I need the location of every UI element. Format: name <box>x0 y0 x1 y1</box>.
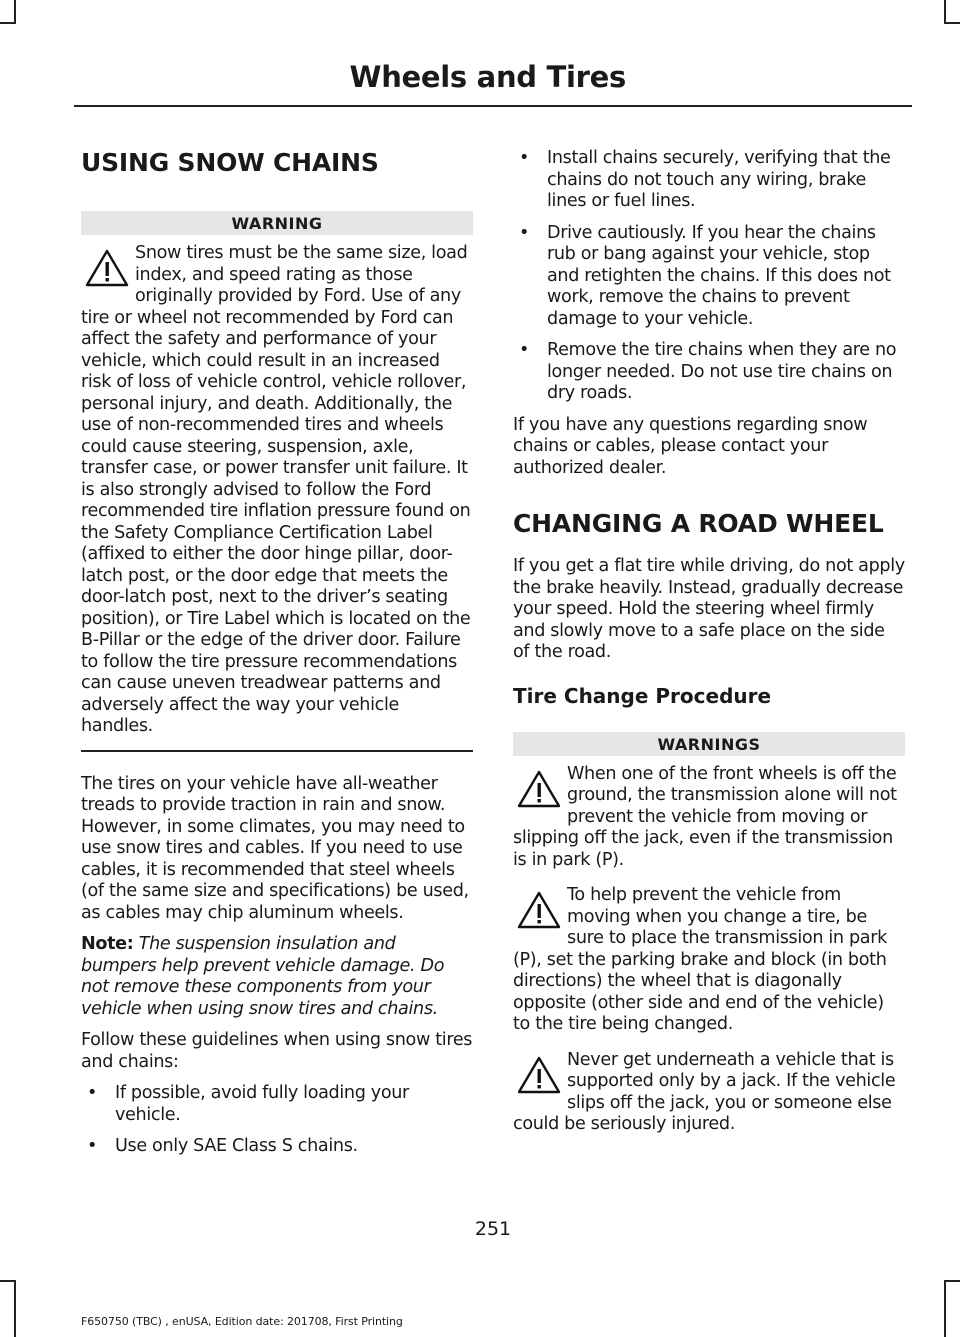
bullet-list <box>81 1083 473 1158</box>
left-column <box>81 140 473 1168</box>
bullet: • <box>87 1083 98 1103</box>
crop-mark <box>944 1280 960 1282</box>
footer-edition: F650750 (TBC) , enUSA, Edition date: 201708, First Printing <box>81 1315 403 1328</box>
page-title: Wheels and Tires <box>349 60 626 94</box>
list-item: • Drive cautiously. If you hear the chains rub or bang against your vehicle, stop and retighten the chains. If this does not work, remove the chains to prevent damage to your vehicle. <box>519 222 891 329</box>
warning-text: When one of the front wheels is off the ground, the transmission alone will not prevent the vehicle from moving or slipping off the jack, even if the transmission is in park (P). <box>513 763 897 870</box>
warning-header: WARNING <box>81 211 473 235</box>
note-label: Note: <box>81 934 134 954</box>
warning-triangle-icon <box>513 764 567 810</box>
bullet: • <box>87 1136 98 1156</box>
paragraph: If you get a flat tire while driving, do not apply the brake heavily. Instead, gradually decrease your speed. Hold the steering wheel firmly and slowly move to a safe place on the side of the road. <box>513 556 905 662</box>
crop-mark <box>14 1280 16 1337</box>
section-heading: USING SNOW CHAINS <box>81 148 379 177</box>
warning-text: To help prevent the vehicle from moving when you change a tire, be sure to place the transmission in park (P), set the parking brake and block (in both directions) the wheel that is diagonally opposite (other side and end of the vehicle) to the tire being changed. <box>513 885 887 1034</box>
warning-triangle-icon <box>513 1050 567 1096</box>
warning-triangle-icon <box>81 243 135 289</box>
header-divider <box>74 105 912 107</box>
paragraph: The tires on your vehicle have all-weather treads to provide traction in rain and snow. However, in some climates, you may need to use snow tires and cables. If you need to use cables, it is recommended that steel wheels (of the same size and specifications) be used, as cables may chip aluminum wheels. <box>81 773 469 923</box>
warning-text: Never get underneath a vehicle that is supported only by a jack. If the vehicle slips off the jack, you or someone else could be seriously injured. <box>513 1049 896 1134</box>
sub-heading: Tire Change Procedure <box>513 683 772 708</box>
crop-mark <box>0 1280 16 1282</box>
warnings-header: WARNINGS <box>513 732 905 756</box>
warning-item <box>513 1050 905 1136</box>
crop-mark <box>944 1280 946 1337</box>
right-column <box>513 140 905 1136</box>
bullet: • <box>519 340 530 360</box>
warning-text: Snow tires must be the same size, load index, and speed rating as those originally provided by Ford. Use of any tire or wheel not recommended by Ford can affect the safety and performance of your vehicle, which could result in an increased risk of loss of vehicle control, vehicle rollover, personal injury, and death. Additionally, the use of non-recommended tires and wheels could cause steering, suspension, axle, transfer case, or power transfer unit failure. It is also strongly advised to follow the Ford recommended tire inflation pressure found on the Safety Compliance Certification Label (affixed to either the door hinge pillar, door-latch post, or the door edge that meets the door-latch post, next to the driver’s seating position), or Tire Label which is located on the B-Pillar or the edge of the driver door. Failure to follow the tire pressure recommendations can cause uneven treadwear patterns and adversely affect the way your vehicle handles. <box>81 243 471 736</box>
bullet: • <box>519 222 530 243</box>
list-item: • Use only SAE Class S chains. <box>87 1136 358 1156</box>
warning-item <box>81 243 473 738</box>
bullet-list <box>513 148 905 405</box>
warning-item <box>513 885 905 1036</box>
note-text: The suspension insulation and bumpers help prevent vehicle damage. Do not remove these components from your vehicle when using snow tires and chains. <box>81 934 445 1019</box>
crop-mark <box>944 22 960 24</box>
paragraph: Follow these guidelines when using snow tires and chains: <box>81 1030 473 1072</box>
list-item: • If possible, avoid fully loading your vehicle. <box>87 1083 409 1125</box>
crop-mark <box>944 0 946 24</box>
warning-item <box>513 764 905 872</box>
paragraph: If you have any questions regarding snow chains or cables, please contact your authorized dealer. <box>513 414 868 478</box>
crop-mark <box>14 0 16 24</box>
warning-triangle-icon <box>513 885 567 931</box>
note <box>81 934 473 1020</box>
bullet: • <box>519 148 530 168</box>
crop-mark <box>0 22 16 24</box>
list-item: • Install chains securely, verifying that the chains do not touch any wiring, brake lines or fuel lines. <box>519 148 891 211</box>
warning-divider <box>81 750 473 752</box>
list-item: • Remove the tire chains when they are no longer needed. Do not use tire chains on dry roads. <box>519 340 897 403</box>
page-number: 251 <box>474 1218 512 1240</box>
section-heading: CHANGING A ROAD WHEEL <box>513 509 884 538</box>
